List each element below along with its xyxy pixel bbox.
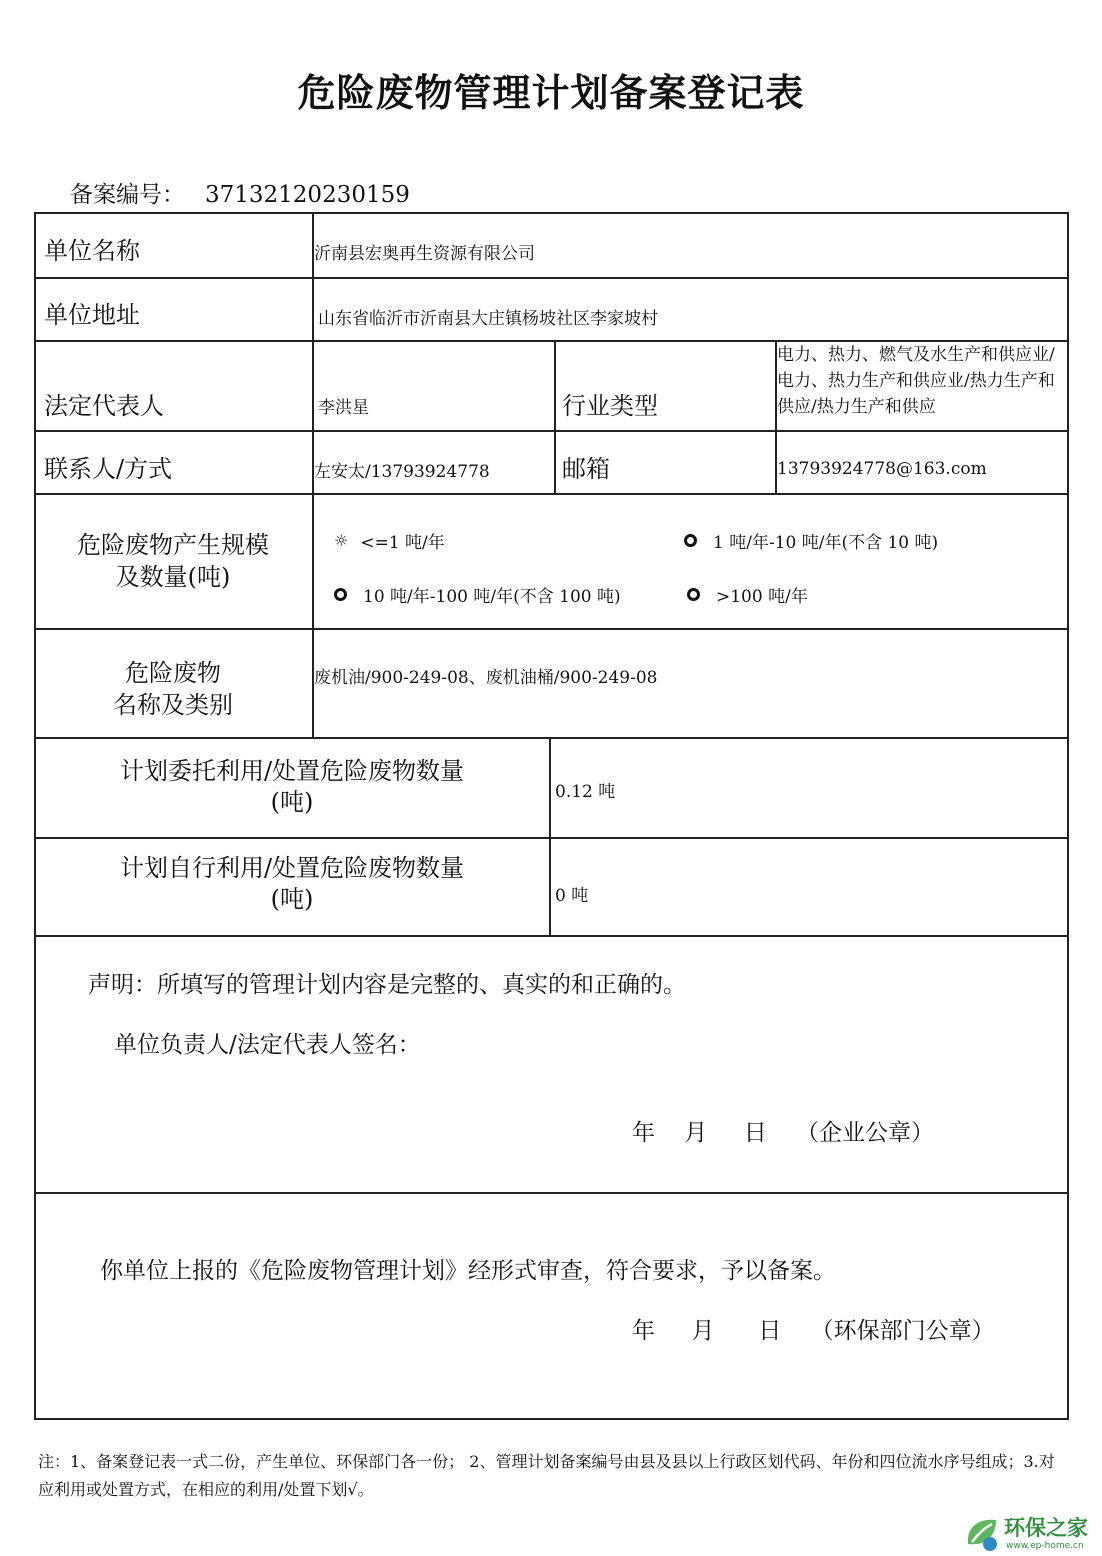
row-divider: [34, 493, 1069, 495]
row-divider: [34, 628, 1069, 630]
signature-label: 单位负责人/法定代表人签名：: [114, 1032, 421, 1058]
watermark-brand: 环保之家: [1004, 1516, 1088, 1540]
email-label: 邮箱: [562, 454, 610, 483]
declaration-statement: 声明：所填写的管理计划内容是完整的、真实的和正确的。: [88, 972, 686, 998]
leaf-logo-icon: [962, 1514, 1002, 1554]
scale-option-3[interactable]: 10 吨/年-100 吨/年(不含 100 吨): [334, 582, 621, 607]
approval-date-line: 年 月 日 （环保部门公章）: [632, 1318, 995, 1344]
scale-label: [36, 526, 310, 596]
scale-label-line1: 危险废物产生规模: [77, 531, 269, 559]
column-divider: [554, 340, 556, 493]
column-divider: [549, 737, 551, 935]
self-label-line1: 计划自行利用/处置危险废物数量: [119, 854, 465, 882]
scale-option-1[interactable]: ☼ <=1 吨/年: [334, 530, 445, 553]
radio-circle-icon: [684, 534, 697, 547]
row-divider: [34, 1192, 1069, 1194]
scale-label-line2: 及数量(吨): [115, 563, 231, 591]
form-title: 危险废物管理计划备案登记表: [297, 71, 805, 115]
unit-name-label: 单位名称: [44, 236, 140, 265]
industry-value: 电力、热力、燃气及水生产和供应业/电力、热力生产和供应业/热力生产和供应/热力生产和供应: [777, 345, 1055, 417]
entrusted-value: 0.12 吨: [555, 781, 616, 802]
row-divider: [34, 935, 1069, 937]
sun-icon: ☼: [334, 530, 349, 550]
self-label: [36, 851, 548, 917]
entrusted-label: [36, 754, 548, 820]
self-value: 0 吨: [555, 885, 589, 906]
row-divider: [34, 277, 1069, 279]
self-label-line2: (吨): [270, 885, 314, 913]
row-divider: [34, 430, 1069, 432]
unit-address-label: 单位地址: [44, 300, 140, 329]
approval-text: 你单位上报的《危险废物管理计划》经形式审查，符合要求，予以备案。: [100, 1258, 836, 1284]
industry-label: 行业类型: [562, 391, 658, 420]
scale-option-4[interactable]: >100 吨/年: [687, 582, 808, 607]
entrusted-label-line2: (吨): [270, 788, 314, 816]
record-number-row: [70, 176, 410, 209]
footnote: 注：1、备案登记表一式二份，产生单位、环保部门各一份； 2、管理计划备案编号由县及县以上行政区划代码、年份和四位流水序号组成；3.对应利用或处置方式，在相应的利用/处置下划√。: [38, 1452, 1055, 1499]
unit-name-value: 沂南县宏奥再生资源有限公司: [314, 243, 535, 264]
legal-rep-label: 法定代表人: [44, 391, 164, 420]
legal-rep-value: 李洪星: [318, 397, 369, 418]
contact-label: 联系人/方式: [44, 454, 173, 483]
row-divider: [34, 737, 1069, 739]
entrusted-label-line1: 计划委托利用/处置危险废物数量: [119, 757, 465, 785]
row-divider: [34, 837, 1069, 839]
contact-value: 左安太/13793924778: [314, 461, 490, 482]
waste-label-line2: 名称及类别: [113, 691, 233, 719]
waste-label-line1: 危险废物: [125, 659, 221, 687]
email-value: 13793924778@163.com: [777, 459, 987, 479]
radio-circle-icon: [334, 588, 347, 601]
record-number-label: 备案编号：: [70, 182, 185, 208]
unit-address-value: 山东省临沂市沂南县大庄镇杨坡社区李家坡村: [318, 308, 658, 329]
scale-option-2[interactable]: 1 吨/年-10 吨/年(不含 10 吨): [684, 528, 938, 553]
waste-label: [36, 654, 310, 724]
radio-circle-icon: [687, 588, 700, 601]
declaration-date-line: 年 月 日 （企业公章）: [632, 1120, 935, 1146]
record-number-value: 37132120230159: [205, 182, 410, 208]
watermark-logo: [962, 1512, 1102, 1556]
watermark-url: www.ep-home.cn: [1006, 1541, 1084, 1551]
waste-value: 废机油/900-249-08、废机油桶/900-249-08: [314, 667, 658, 688]
